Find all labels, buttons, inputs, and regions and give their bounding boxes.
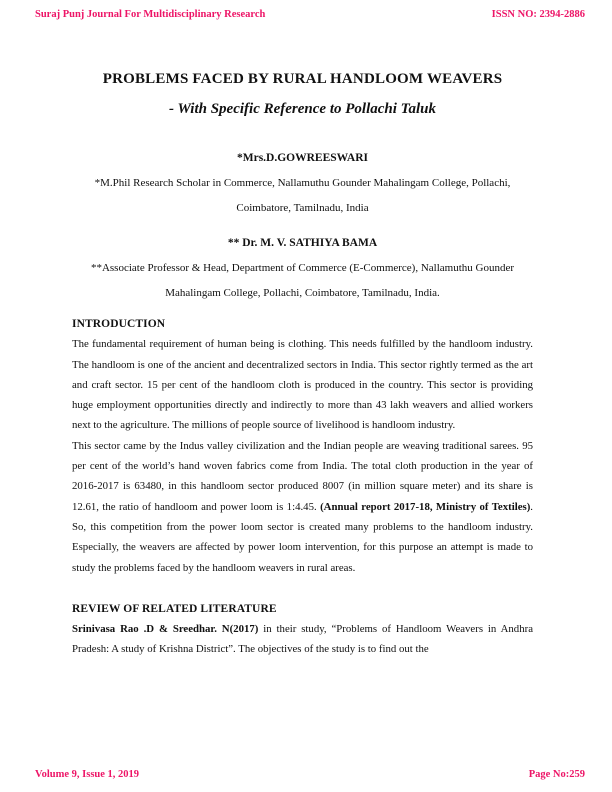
section-heading: REVIEW OF RELATED LITERATURE xyxy=(72,602,277,615)
paragraph xyxy=(72,619,533,660)
author-affiliation: **Associate Professor & Head, Department of Commerce (E-Commerce), Nallamuthu Gounder Mahalingam College, Pollachi, Coimbatore, Tamilnadu, India. xyxy=(90,262,515,299)
page-number: Page No:259 xyxy=(528,769,585,780)
paragraph: The fundamental requirement of human being is clothing. This needs fulfilled by the handloom industry. The handloom is one of the ancient and decentralized sectors in India. This sector rightly termed as the art and craft sector. 15 per cent of the handloom cloth is produced in the country. This sector is providing huge employment opportunities directly and indirectly to more than 43 lakh weavers and allied workers next to the agriculture. The millions of people source of livelihood is handloom industry. xyxy=(72,338,533,432)
issn-number: ISSN NO: 2394-2886 xyxy=(491,9,585,20)
page-header xyxy=(35,8,585,21)
volume-issue-info: Volume 9, Issue 1, 2019 xyxy=(35,769,140,780)
author-group xyxy=(72,231,533,306)
authors-block xyxy=(72,146,533,306)
section-introduction xyxy=(72,314,533,578)
author-name: *Mrs.D.GOWREESWARI xyxy=(237,152,368,164)
paragraph-run: . So, this competition from the power loom sector is created many problems to the handloom industry. Especially, the weavers are affected by power loom intervention, for this purpose an attempt is made to study the problems faced by the handloom weavers in rural areas. xyxy=(72,500,533,574)
article-subtitle: - With Specific Reference to Pollachi Taluk xyxy=(169,101,436,117)
page-footer xyxy=(35,768,585,781)
paragraph-run-bold: (Annual report 2017-18, Ministry of Textiles) xyxy=(320,500,531,513)
author-affiliation: *M.Phil Research Scholar in Commerce, Nallamuthu Gounder Mahalingam College, Pollachi, Coimbatore, Tamilnadu, India xyxy=(94,177,511,214)
author-group xyxy=(72,146,533,221)
author-name: ** Dr. M. V. SATHIYA BAMA xyxy=(227,237,378,249)
section-heading: INTRODUCTION xyxy=(72,318,166,330)
article-content xyxy=(72,64,533,660)
journal-name: Suraj Punj Journal For Multidisciplinary Research xyxy=(35,9,266,20)
paragraph-run: in their study, “Problems of Handloom Weavers in Andhra Pradesh: A study of Krishna District”. The objectives of the study is to find out the xyxy=(72,623,533,656)
paragraph-run-bold: Srinivasa Rao .D & Sreedhar. N(2017) xyxy=(72,623,259,636)
paragraph-run: This sector came by the Indus valley civilization and the Indian people are weaving traditional sarees. 95 per cent of the world’s hand woven fabrics come from India. The total cloth production in the year of 2016-2017 is 63480, in this handloom sector produced 8007 (in million square meter) and its share is 12.61, the ratio of handloom and power loom is 1:4.45. xyxy=(72,439,533,513)
section-review-of-literature xyxy=(72,599,533,660)
article-title: PROBLEMS FACED BY RURAL HANDLOOM WEAVERS xyxy=(102,71,503,87)
paragraph xyxy=(72,436,533,578)
